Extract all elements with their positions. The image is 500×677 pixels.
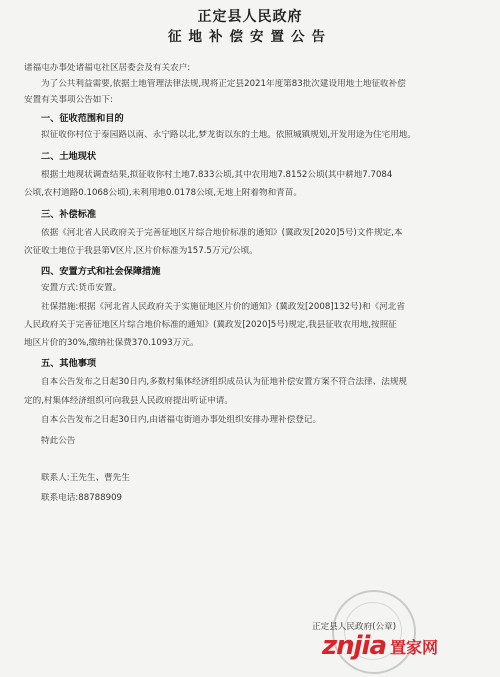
- section-3-line-1: 依据《河北省人民政府关于完善征地区片综合地价标准的通知》(冀政发[2020]5号)文件规定,本: [41, 228, 403, 238]
- intro-line-1: 为了公共利益需要,依据土地管理法律法规,现将正定县2021年度第83批次建设用地土地征收补偿: [41, 79, 406, 89]
- section-2-heading: 二、土地现状: [41, 151, 97, 162]
- section-3-heading: 三、补偿标准: [41, 209, 97, 220]
- section-1-text: 拟征收你村位于泰园路以南、永宁路以北,梦龙街以东的土地。依照城镇规划,开发用途为住宅用地。: [41, 130, 416, 140]
- announcement-title: 征地补偿安置公告: [168, 29, 332, 45]
- section-5-line-2: 定的,村集体经济组织可向我县人民政府提出听证申请。: [24, 396, 233, 406]
- section-4-mode: 安置方式:货币安置。: [41, 283, 122, 293]
- site-watermark: [322, 626, 492, 666]
- section-3-line-2: 次征收土地位于我县第V区片,区片价标准为157.5万元/公顷。: [24, 246, 258, 256]
- section-4-heading: 四、安置方式和社会保障措施: [41, 266, 161, 277]
- contact-phone: 联系电话:88788909: [41, 493, 123, 503]
- section-4-line-1: 社保措施:根据《河北省人民政府关于实施征地区片价的通知》(冀政发[2008]132号)和《河北省: [41, 302, 405, 312]
- closing-phrase: 特此公告: [41, 436, 76, 446]
- section-4-line-3: 地区片价的30%,缴纳社保费370.1093万元。: [24, 338, 199, 348]
- section-2-line-2: 公顷,农村道路0.1068公顷),未利用地0.0178公顷,无地上附着物和青苗。: [24, 188, 302, 198]
- issuing-org-title: 正定县人民政府: [197, 9, 303, 25]
- section-1-heading: 一、征收范围和目的: [41, 113, 124, 124]
- section-5-line-3: 自本公告发布之日起30日内,由诸福屯街道办事处组织安排办理补偿登记。: [41, 415, 322, 425]
- watermark-text: 置家网: [390, 637, 439, 657]
- section-2-line-1: 根据土地现状调查结果,拟征收你村土地7.833公顷,其中农用地7.8152公顷(其中耕地7.7084: [41, 170, 393, 180]
- contact-person: 联系人:王先生、曹先生: [41, 473, 130, 483]
- intro-line-2: 安置有关事项公告如下:: [24, 95, 113, 105]
- section-5-heading: 五、其他事项: [41, 358, 97, 369]
- addressee: 诸福屯办事处诸福屯社区居委会及有关农户:: [24, 63, 191, 73]
- section-5-line-1: 自本公告发布之日起30日内,多数村集体经济组织成员认为征地补偿安置方案不符合法律、法规规: [41, 377, 408, 387]
- section-4-line-2: 人民政府关于完善征地区片综合地价标准的通知》(冀政发[2020]5号)规定,我县征收农用地,按照征: [24, 320, 397, 330]
- watermark-logo: znjia: [322, 631, 387, 661]
- issuer-signature: 正定县人民政府(公章): [312, 622, 397, 632]
